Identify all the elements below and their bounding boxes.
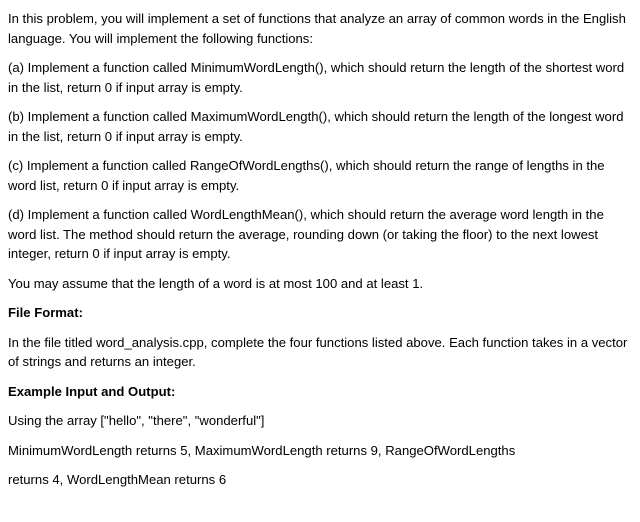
item-d-paragraph: (d) Implement a function called WordLengthMean(), which should return the average word length in the word list. The method should return the average, rounding down (or taking the floor) to the next lowest integer, return 0 if input array is empty. (8, 207, 604, 261)
assumption-paragraph: You may assume that the length of a word is at most 100 and at least 1. (8, 275, 424, 291)
example-heading: Example Input and Output: (8, 383, 176, 399)
example-array-line: Using the array ["hello", "there", "wonderful"] (8, 413, 265, 428)
file-format-heading: File Format: (8, 305, 83, 320)
item-c-paragraph: (c) Implement a function called RangeOfWordLengths(), which should return the range of lengths in the word list, return 0 if input array is empty. (8, 158, 605, 193)
item-b-paragraph: (b) Implement a function called MaximumWordLength(), which should return the length of the longest word in the list, return 0 if input array is empty. (8, 109, 624, 144)
example-result-line-1: MinimumWordLength returns 5, MaximumWordLength returns 9, RangeOfWordLengths (8, 442, 516, 458)
intro-paragraph: In this problem, you will implement a set of functions that analyze an array of common words in the English language. You will implement the following functions: (8, 11, 626, 46)
example-result-line-2: returns 4, WordLengthMean returns 6 (8, 472, 227, 487)
file-format-paragraph: In the file titled word_analysis.cpp, complete the four functions listed above. Each function takes in a vector of strings and returns an integer. (8, 334, 628, 369)
item-a-paragraph: (a) Implement a function called MinimumWordLength(), which should return the length of the shortest word in the list, return 0 if input array is empty. (8, 60, 625, 95)
